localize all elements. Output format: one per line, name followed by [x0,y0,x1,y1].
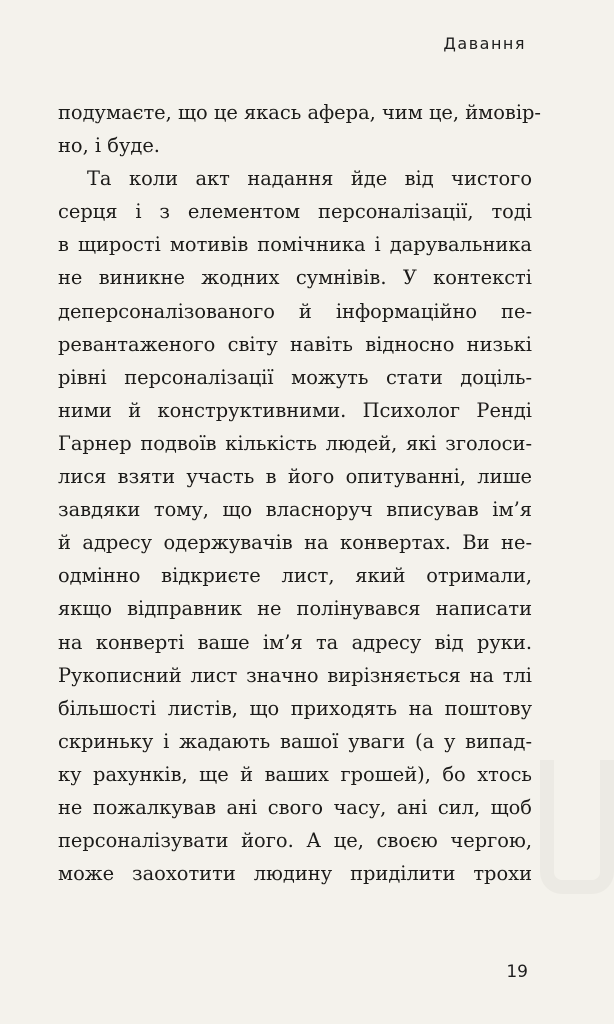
text-line: в щирості мотивів помічника і дарувальника [58,233,532,257]
text-line: но, і буде. [58,134,160,158]
text-line: не виникне жодних сумнівів. У контексті [58,266,532,290]
text-line: може заохотити людину приділити трохи [58,862,532,886]
text-line: подумаєте, що це якась афера, чим це, ймовір- [58,101,541,124]
text-line: лися взяти участь в його опитуванні, лише [58,465,532,489]
text-line: ку рахунків, ще й ваших грошей), бо хтось [58,762,532,786]
text-line: на конверті ваше ім’я та адресу від руки. [58,630,532,654]
text-line: ними й конструктивними. Психолог Ренді [58,398,532,422]
text-line: деперсоналізованого й інформаційно пе- [58,299,532,323]
show-through-letter [540,760,614,894]
text-line: ревантаженого світу навіть відносно низькі [58,332,532,356]
text-line: Рукописний лист значно вирізняється на тлі [58,663,532,687]
text-line: й адресу одержувачів на конвертах. Ви не- [58,531,532,555]
text-line: Та коли акт надання йде від чистого [87,167,532,191]
text-line: персоналізувати його. А це, своєю чергою, [58,829,532,853]
text-line: серця і з елементом персоналізації, тоді [58,200,532,224]
text-line: рівні персоналізації можуть стати доціль- [58,365,532,389]
text-line: одмінно відкриєте лист, який отримали, [58,564,532,588]
text-line: якщо відправник не полінувався написати [58,597,532,621]
text-line: завдяки тому, що власноруч вписував ім’я [58,498,532,522]
running-header: Давання [443,34,526,53]
page-number: 19 [506,962,528,982]
text-line: не пожалкував ані свого часу, ані сил, щоб [58,795,532,819]
body-text [58,96,541,890]
text-line: скриньку і жадають вашої уваги (а у випад- [58,729,532,753]
text-line: більшості листів, що приходять на поштову [58,696,532,720]
text-line: Гарнер подвоїв кількість людей, які зголоси- [58,431,532,455]
